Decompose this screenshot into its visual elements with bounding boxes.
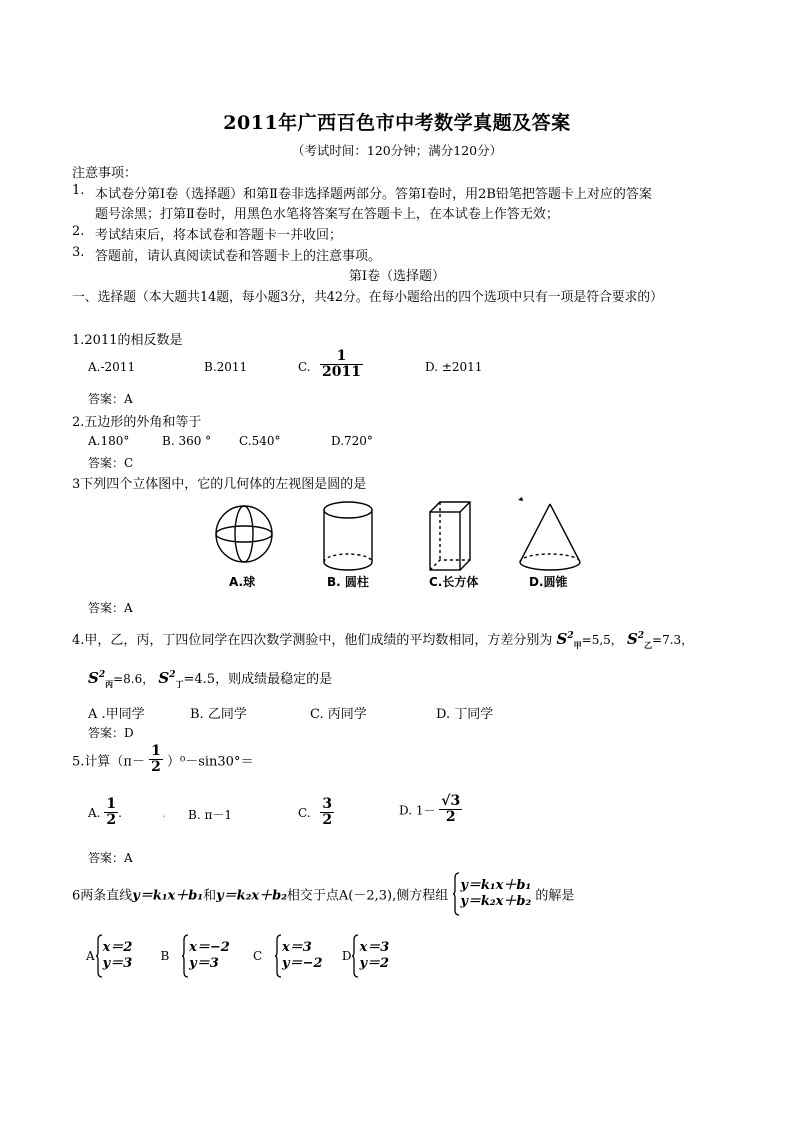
q4-stem-line1 xyxy=(72,629,693,651)
q1-option-c-label: C. xyxy=(298,360,311,374)
q6-option-b: x＝−2 y＝3 xyxy=(189,939,230,971)
q2-option-b: B. 360 ° xyxy=(162,434,212,448)
q4-value-jia: =5,5， xyxy=(581,633,623,647)
q5-answer: 答案：A xyxy=(88,851,133,865)
q6-system: y＝k₁x＋b₁ y＝k₂x＋b₂ xyxy=(460,877,532,909)
q2-answer: 答案：C xyxy=(88,456,134,470)
q6-option-d: x＝3 y＝2 xyxy=(359,939,390,971)
q1-option-c-fraction xyxy=(320,349,363,381)
q5-stem-numerator: 1 xyxy=(151,743,161,759)
q4-variance-bing: $S^2_丙$ xyxy=(88,669,114,689)
note-3-text: 答题前，请认真阅读试卷和答题卡上的注意事项。 xyxy=(95,249,382,264)
q6-option-c: x＝3 y＝−2 xyxy=(282,939,323,971)
q6-option-c-label: C xyxy=(252,949,263,963)
cone-shape xyxy=(520,504,580,570)
q1-answer: 答案：A xyxy=(88,392,133,406)
q3-label-d: D.圆锥 xyxy=(529,575,568,589)
section-heading: 一、选择题（本大题共14题，每小题3分，共42分。在每小题给出的四个选项中只有一项是符合要求的） xyxy=(72,290,663,305)
q5-option-b: B. π－1 xyxy=(188,808,232,822)
q4-value-bing: =8.6， xyxy=(113,672,155,686)
q1-option-b: B.2011 xyxy=(204,360,248,374)
q3-label-b: B. 圆柱 xyxy=(327,575,369,589)
part-heading: 第Ⅰ卷（选择题） xyxy=(348,269,446,284)
page-title: 2011年广西百色市中考数学真题及答案 xyxy=(223,112,571,134)
q6-option-a: x＝2 y＝3 xyxy=(102,939,133,971)
sphere-shape xyxy=(216,506,272,562)
q6-option-b-label: B xyxy=(160,949,170,963)
q6-stem: 6两条直线y＝k₁x＋b₁和y＝k₂x＋b₂相交于点A(－2,3),侧方程组 y＝k₁x＋b₁ y＝k₂x＋b₂ 的解是 xyxy=(72,872,574,916)
q4-variance-yi: $S^2_乙$ xyxy=(626,630,653,650)
q4-stem-line2 xyxy=(88,668,332,690)
q3-answer: 答案：A xyxy=(88,601,133,615)
note-1-line2: 题号涂黑；打第Ⅱ卷时，用黑色水笔将答案写在答题卡上，在本试卷上作答无效； xyxy=(95,207,559,222)
q4-value-yi: =7.3， xyxy=(652,633,694,647)
q1-option-a: A.-2011 xyxy=(88,360,136,374)
q4-stem-text: 4.甲，乙，丙，丁四位同学在四次数学测验中，他们成绩的平均数相同，方差分别为 xyxy=(72,633,553,648)
notes-heading: 注意事项： xyxy=(72,166,138,181)
q4-option-c: C. 丙同学 xyxy=(310,707,367,722)
q3-stem: 3下列四个立体图中，它的几何体的左视图是圆的是 xyxy=(72,477,367,492)
note-2-num: 2. xyxy=(72,224,85,239)
q6-option-d-label: D xyxy=(341,949,352,963)
q2-stem: 2.五边形的外角和等于 xyxy=(72,415,202,430)
q4-option-a: A .甲同学 xyxy=(88,707,145,722)
q4-answer: 答案：D xyxy=(88,726,134,740)
q1-c-denominator: 2011 xyxy=(322,364,361,381)
q4-variance-jia: $S^2_甲$ xyxy=(556,630,582,650)
q1-option-d: D. ±2011 xyxy=(425,360,483,374)
q3-label-c: C.长方体 xyxy=(429,575,479,589)
q6-line2: y＝k₂x＋b₂ xyxy=(216,888,287,904)
q2-option-a: A.180° xyxy=(88,434,130,448)
note-3-num: 3. xyxy=(72,245,85,260)
q3-label-a: A.球 xyxy=(229,575,256,589)
q5-stem: 5.计算（π－ $\frac{1}{2}$ ）⁰－sin30°＝ xyxy=(72,743,254,776)
q6-line1: y＝k₁x＋b₁ xyxy=(132,888,204,904)
page-subtitle: （考试时间：120分钟；满分120分） xyxy=(291,143,503,158)
q5-option-a: A. $\frac{1}{2}$ . . xyxy=(88,796,166,829)
q4-option-d: D. 丁同学 xyxy=(436,707,494,722)
q5-stem-denominator: 2 xyxy=(151,759,161,776)
note-1-line1: 本试卷分第Ⅰ卷（选择题）和第Ⅱ卷非选择题两部分。答第Ⅰ卷时，用2B铅笔把答题卡上对应的答案 xyxy=(95,187,652,202)
note-2-text: 考试结束后，将本试卷和答题卡一并收回； xyxy=(95,228,343,243)
q5-option-c: C. $\frac{3}{2}$ xyxy=(298,796,333,829)
q4-value-ding: =4.5，则成绩最稳定的是 xyxy=(183,672,333,687)
q2-option-d: D.720° xyxy=(331,434,373,448)
q1-c-numerator: 1 xyxy=(320,349,363,365)
q6-option-a-label: A xyxy=(86,949,95,963)
cuboid-shape xyxy=(430,502,470,570)
q4-option-b: B. 乙同学 xyxy=(190,707,247,722)
q4-variance-ding: $S^2_丁$ xyxy=(158,669,184,689)
q2-option-c: C.540° xyxy=(239,434,281,448)
q1-stem: 1.2011的相反数是 xyxy=(72,333,183,348)
cylinder-shape xyxy=(324,502,372,570)
q6-options xyxy=(86,934,389,978)
note-1-num: 1. xyxy=(72,183,85,198)
q5-option-d: D. 1－ $\frac{√3}{2}$ xyxy=(399,793,461,826)
